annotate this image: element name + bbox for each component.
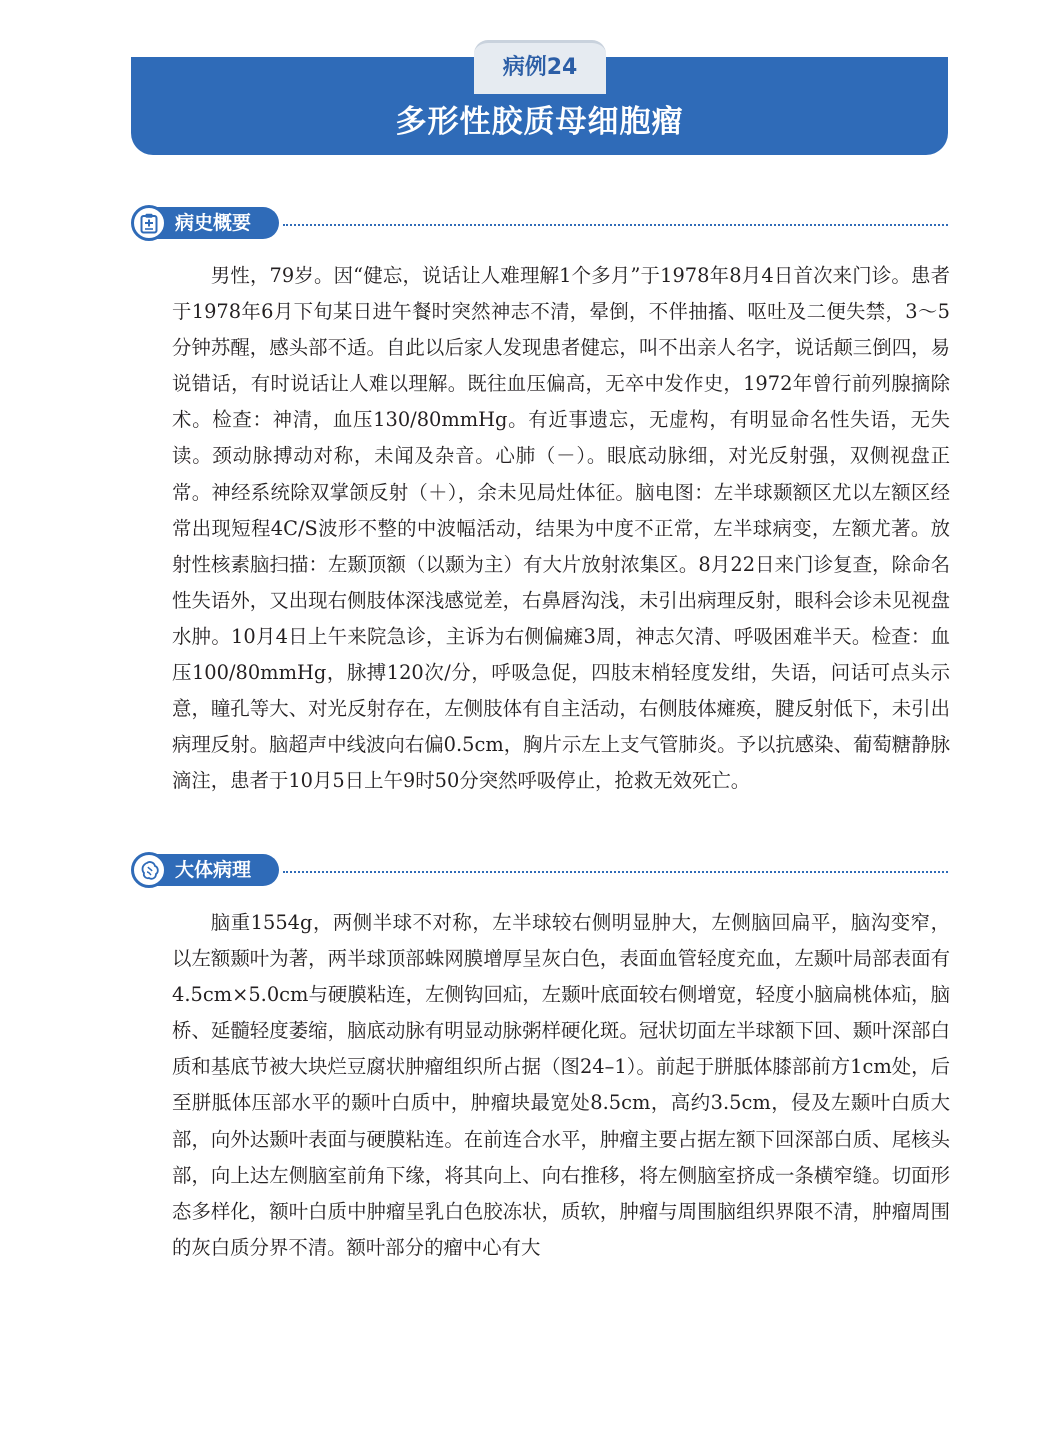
organ-icon: [131, 852, 167, 888]
case-number-tab: 病例24: [474, 40, 606, 94]
gross-pathology-paragraph: 脑重1554g，两侧半球不对称，左半球较右侧明显肿大，左侧脑回扁平，脑沟变窄，以左额颞叶为著，两半球顶部蛛网膜增厚呈灰白色，表面血管轻度充血，左颞叶局部表面有4.5cm×5.0cm与硬膜粘连，左侧钩回疝，左颞叶底面较右侧增宽，轻度小脑扁桃体疝，脑桥、延髓轻度萎缩，脑底动脉有明显动脉粥样硬化斑。冠状切面左半球额下回、颞叶深部白质和基底节被大块烂豆腐状肿瘤组织所占据（图24–1）。前起于胼胝体膝部前方1cm处，后至胼胝体压部水平的颞叶白质中，肿瘤块最宽处8.5cm，高约3.5cm，侵及左颞叶白质大部，向外达颞叶表面与硬膜粘连。在前连合水平，肿瘤主要占据左额下回深部白质、尾核头部，向上达左侧脑室前角下缘，将其向上、向右推移，将左侧脑室挤成一条横窄缝。切面形态多样化，额叶白质中肿瘤呈乳白色胶冻状，质软，肿瘤与周围脑组织界限不清，肿瘤周围的灰白质分界不清。额叶部分的瘤中心有大: [172, 911, 950, 1259]
section-heading-history: [131, 205, 948, 245]
dotted-divider: [283, 224, 948, 226]
section-heading-gross-pathology: [131, 852, 948, 892]
history-paragraph: 男性，79岁。因“健忘，说话让人难理解1个多月”于1978年8月4日首次来门诊。患者于1978年6月下旬某日进午餐时突然神志不清，晕倒，不伴抽搐、呕吐及二便失禁，3～5分钟苏醒，感头部不适。自此以后家人发现患者健忘，叫不出亲人名字，说话颠三倒四，易说错话，有时说话让人难以理解。既往血压偏高，无卒中发作史，1972年曾行前列腺摘除术。检查：神清，血压130/80mmHg。有近事遗忘，无虚构，有明显命名性失语，无失读。颈动脉搏动对称，未闻及杂音。心肺（－）。眼底动脉细，对光反射强，双侧视盘正常。神经系统除双掌颌反射（＋），余未见局灶体征。脑电图：左半球颞额区尤以左额区经常出现短程4C/S波形不整的中波幅活动，结果为中度不正常，左半球病变，左额尤著。放射性核素脑扫描：左颞顶额（以颞为主）有大片放射浓集区。8月22日来门诊复查，除命名性失语外，又出现右侧肢体深浅感觉差，右鼻唇沟浅，未引出病理反射，眼科会诊未见视盘水肿。10月4日上午来院急诊，主诉为右侧偏瘫3周，神志欠清、呼吸困难半天。检查：血压100/80mmHg，脉搏120次/分，呼吸急促，四肢末梢轻度发绀，失语，问话可点头示意，瞳孔等大、对光反射存在，左侧肢体有自主活动，右侧肢体瘫痪，腱反射低下，未引出病理反射。脑超声中线波向右偏0.5cm，胸片示左上支气管肺炎。予以抗感染、葡萄糖静脉滴注，患者于10月5日上午9时50分突然呼吸停止，抢救无效死亡。: [172, 264, 950, 793]
clipboard-icon: [131, 205, 167, 241]
section-heading-label: 病史概要: [153, 207, 279, 239]
case-title: 多形性胶质母细胞瘤: [395, 104, 684, 140]
section-heading-label: 大体病理: [153, 854, 279, 886]
dotted-divider: [283, 871, 948, 873]
